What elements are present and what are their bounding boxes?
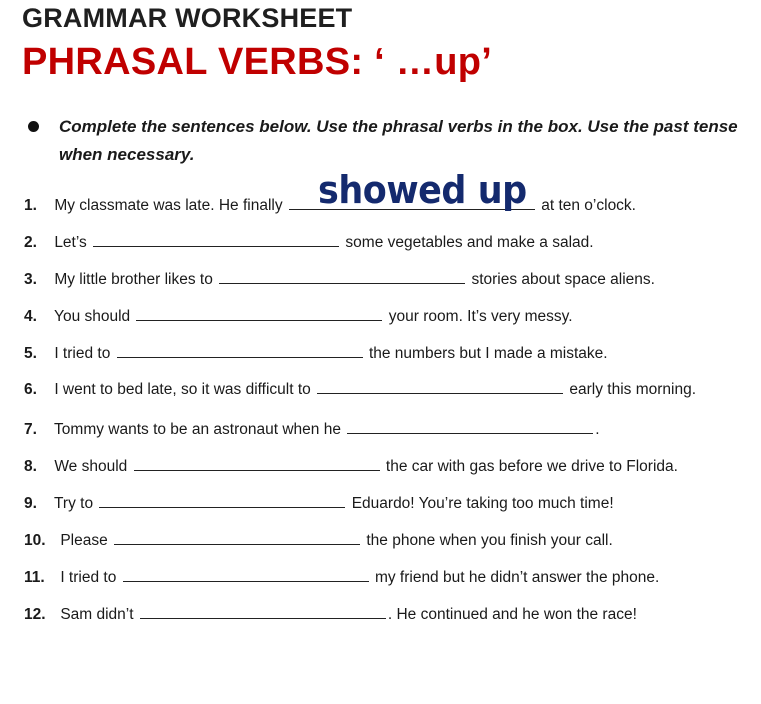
instructions-text: Complete the sentences below. Use the phrasal verbs in the box. Use the past tense when necessary. [59, 117, 738, 164]
sentence-before: I tried to [60, 569, 117, 586]
answer-blank-5[interactable] [117, 342, 363, 358]
item-number: 5. [24, 345, 37, 362]
answer-blank-11[interactable] [123, 566, 369, 582]
item-number: 1. [24, 197, 37, 214]
sentence-item-8 [24, 455, 678, 477]
sentence-after: . [595, 421, 600, 438]
sentence-after: my friend but he didn’t answer the phone. [374, 569, 660, 586]
item-number: 11. [24, 569, 45, 586]
item-number: 6. [24, 381, 37, 398]
sentence-before: My little brother likes to [54, 271, 213, 288]
sentence-before: I went to bed late, so it was difficult to [54, 381, 311, 398]
item-number: 2. [24, 234, 37, 251]
answer-blank-2[interactable] [93, 231, 339, 247]
handwritten-answer: showed up [318, 168, 527, 212]
item-number: 7. [24, 421, 37, 438]
answer-blank-8[interactable] [134, 455, 380, 471]
sentence-after: the phone when you finish your call. [366, 532, 613, 549]
sentence-item-9 [24, 492, 614, 514]
sentence-item-4 [24, 305, 573, 327]
answer-blank-12[interactable] [140, 603, 386, 619]
sentence-item-6 [24, 378, 696, 400]
item-number: 12. [24, 606, 46, 623]
sentence-after: stories about space aliens. [471, 271, 655, 288]
sentence-after: the numbers but I made a mistake. [368, 345, 608, 362]
answer-blank-9[interactable] [99, 492, 345, 508]
sentence-after: the car with gas before we drive to Florida. [385, 458, 678, 475]
sentence-before: Let’s [54, 234, 87, 251]
sentence-before: My classmate was late. He finally [54, 197, 283, 214]
sentence-before: I tried to [54, 345, 111, 362]
sentence-before: Sam didn’t [60, 606, 134, 623]
answer-blank-3[interactable] [219, 268, 465, 284]
sentence-before: You should [54, 308, 131, 325]
sentence-before: Try to [54, 495, 94, 512]
worksheet-title: GRAMMAR WORKSHEET [22, 3, 353, 33]
answer-blank-6[interactable] [317, 378, 563, 394]
sentence-after: some vegetables and make a salad. [345, 234, 594, 251]
sentence-item-10 [24, 529, 613, 551]
sentence-after: . He continued and he won the race! [387, 606, 637, 623]
answer-blank-4[interactable] [136, 305, 382, 321]
answer-blank-7[interactable] [347, 418, 593, 434]
sentence-after: at ten o’clock. [541, 197, 636, 214]
answer-blank-10[interactable] [114, 529, 360, 545]
bullet-icon [28, 121, 39, 132]
item-number: 10. [24, 532, 46, 549]
sentence-item-11 [24, 566, 659, 588]
sentence-item-3 [24, 268, 655, 290]
sentence-after: Eduardo! You’re taking too much time! [351, 495, 614, 512]
worksheet-subtitle: PHRASAL VERBS: ‘ …up’ [22, 41, 493, 83]
sentence-item-2 [24, 231, 594, 253]
sentence-after: your room. It’s very messy. [388, 308, 573, 325]
sentence-item-12 [24, 603, 637, 625]
sentence-before: Tommy wants to be an astronaut when he [54, 421, 341, 438]
item-number: 8. [24, 458, 37, 475]
sentence-after: early this morning. [569, 381, 697, 398]
sentence-before: We should [54, 458, 128, 475]
item-number: 4. [24, 308, 37, 325]
item-number: 9. [24, 495, 37, 512]
item-number: 3. [24, 271, 37, 288]
sentence-item-7 [24, 418, 600, 440]
sentence-before: Please [60, 532, 108, 549]
sentence-item-5 [24, 342, 608, 364]
